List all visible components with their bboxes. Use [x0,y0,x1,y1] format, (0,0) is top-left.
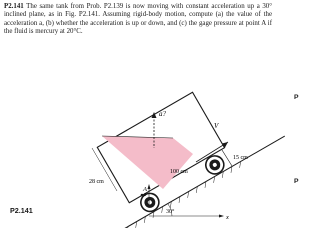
fluid-region [102,136,193,189]
z-axis-label: z [144,192,147,198]
acceleration-label: a? [159,110,166,118]
margin-letter: P [294,178,299,185]
velocity-label: V [214,122,219,130]
point-a-marker [141,194,144,197]
angle-label: 30° [166,209,175,215]
gap-label: 15 cm [233,155,248,161]
depth-label: 28 cm [89,179,104,185]
figure-caption: P2.141 [10,206,33,215]
problem-number: P2.141 [4,3,24,10]
length-label: 100 cm [170,169,188,175]
x-axis-arrowhead [219,215,224,218]
x-axis-label: x [226,214,229,221]
wheel-right [203,153,228,178]
margin-letter: P [294,94,299,101]
wheel-left [138,190,163,215]
z-axis-arrowhead [148,184,151,189]
problem-text: The same tank from Prob. P2.139 is now moving with constant acceleration up a 30° inclined plane, as in Fig. P2.141. Assuming rigid-body motion, compute (a) the value of the acceleration a, (b) whether the acceleration is up or down, and (c) the gage pressure at point A if the fluid is mercury at 20°C. [4,3,272,35]
point-a-label: A [143,186,147,193]
